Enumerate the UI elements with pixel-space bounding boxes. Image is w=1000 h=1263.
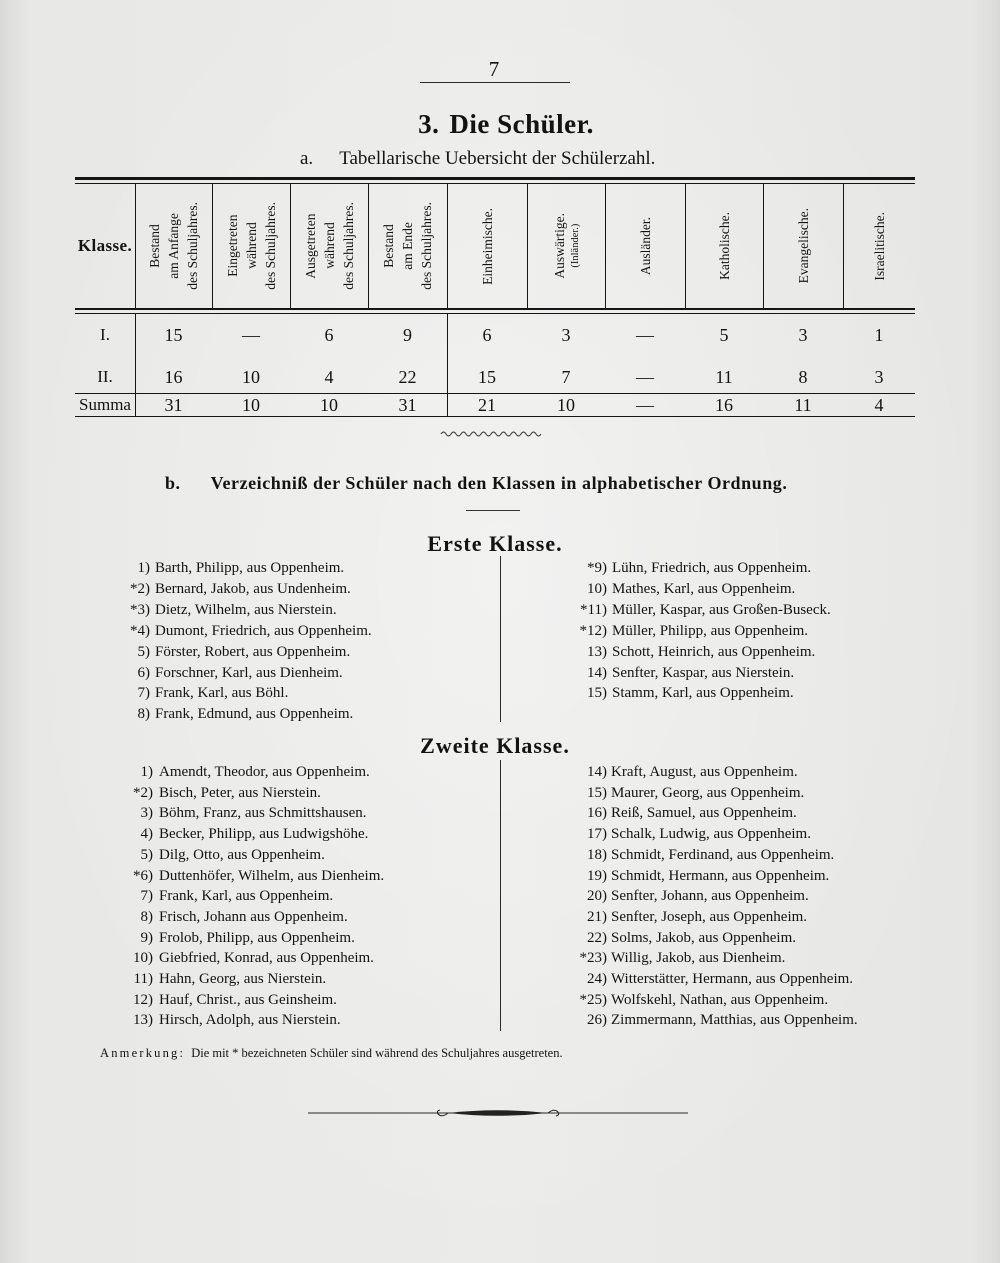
entry-number: 18) <box>587 847 607 863</box>
column-header-line: Israelitische. <box>871 211 887 281</box>
student-entry <box>547 600 907 620</box>
table-cell: 7 <box>561 367 571 387</box>
entry-text: Duttenhöfer, Wilhelm, aus Dienheim. <box>159 868 385 884</box>
table-cell: 8 <box>798 367 808 387</box>
entry-text: Schmidt, Ferdinand, aus Oppenheim. <box>611 847 835 863</box>
student-entry <box>547 621 907 641</box>
table-cell: 11 <box>715 367 733 387</box>
entry-number: 15) <box>587 785 607 801</box>
list-column-divider <box>500 760 501 1031</box>
list-heading-label: b. <box>165 473 181 493</box>
table-cell: 9 <box>403 325 412 345</box>
student-entry <box>547 579 907 599</box>
entry-text: Müller, Kaspar, aus Großen-Buseck. <box>612 602 831 618</box>
table-cell: 21 <box>478 395 496 415</box>
student-entry <box>90 558 410 578</box>
entry-number: 1) <box>137 560 150 576</box>
table-cell: 3 <box>561 325 571 345</box>
table-cell: 1 <box>874 325 884 345</box>
entry-text: Willig, Jakob, aus Dienheim. <box>611 950 786 966</box>
table-cell: 31 <box>164 395 183 415</box>
section-number: 3. <box>418 109 440 139</box>
column-header-line: am Ende <box>400 222 415 270</box>
footnote-label: Anmerkung: <box>100 1046 186 1060</box>
column-header-text <box>223 202 280 290</box>
section-title <box>356 108 656 140</box>
column-header <box>368 183 447 309</box>
table-cell: 10 <box>242 367 260 387</box>
entry-number: *12) <box>579 623 607 639</box>
student-entry <box>547 969 907 989</box>
entry-number: *9) <box>587 560 607 576</box>
column-header-text <box>145 202 202 290</box>
student-entry <box>547 1010 907 1030</box>
student-entry <box>90 642 410 662</box>
table-cell: 31 <box>398 395 417 415</box>
entry-text: Schalk, Ludwig, aus Oppenheim. <box>611 826 811 842</box>
entry-text: Forschner, Karl, aus Dienheim. <box>155 665 343 681</box>
entry-text: Frank, Edmund, aus Oppenheim. <box>155 706 354 722</box>
entry-text: Wolfskehl, Nathan, aus Oppenheim. <box>611 992 829 1008</box>
student-entry <box>93 762 413 782</box>
table-cell: — <box>242 325 260 345</box>
page-number-rule <box>420 82 570 83</box>
entry-number: 4) <box>140 826 153 842</box>
entry-text: Stamm, Karl, aus Oppenheim. <box>612 685 794 701</box>
entry-number: 9) <box>140 930 153 946</box>
student-entry <box>547 783 907 803</box>
table-cell: 4 <box>324 367 334 387</box>
student-entry <box>93 886 413 906</box>
entry-number: 7) <box>140 888 153 904</box>
entry-text: Frolob, Philipp, aus Oppenheim. <box>159 930 355 946</box>
entry-text: Mathes, Karl, aus Oppenheim. <box>612 581 796 597</box>
class-heading: Erste Klasse. <box>427 531 563 556</box>
entry-text: Hahn, Georg, aus Nierstein. <box>159 971 327 987</box>
table-cell: 10 <box>557 395 575 415</box>
student-entry <box>93 866 413 886</box>
column-header-line: des Schuljahres. <box>419 202 434 290</box>
entry-text: Becker, Philipp, aus Ludwigshöhe. <box>159 826 369 842</box>
table-cell: 6 <box>482 325 492 345</box>
column-header-line: des Schuljahres. <box>340 202 356 290</box>
column-header-line: während <box>243 222 259 270</box>
table-cell: 4 <box>874 395 884 415</box>
entry-number: 1) <box>140 764 153 780</box>
column-header <box>763 183 843 309</box>
student-entry <box>547 948 907 968</box>
entry-number: 21) <box>587 909 607 925</box>
entry-number: *2) <box>130 581 150 597</box>
entry-text: Müller, Philipp, aus Oppenheim. <box>612 623 809 639</box>
column-header <box>212 183 290 309</box>
entry-text: Amendt, Theodor, aus Oppenheim. <box>159 764 370 780</box>
table-cell: — <box>636 367 654 387</box>
entry-number: 5) <box>137 644 150 660</box>
entry-text: Schmidt, Hermann, aus Oppenheim. <box>611 868 830 884</box>
column-header-text <box>301 202 358 290</box>
column-header-line: Ausgetreten <box>302 213 318 279</box>
student-entry <box>93 928 413 948</box>
column-header-text <box>550 213 583 279</box>
table-cell: 15 <box>478 367 496 387</box>
row-label: Summa <box>79 395 131 414</box>
entry-number: *6) <box>133 868 153 884</box>
column-header-line: (Inländer.) <box>569 223 581 269</box>
student-entry <box>93 907 413 927</box>
entry-text: Maurer, Georg, aus Oppenheim. <box>611 785 805 801</box>
entry-number: 5) <box>140 847 153 863</box>
section-title-text: Die Schüler. <box>449 109 594 139</box>
student-entry <box>547 824 907 844</box>
column-header-line: des Schuljahres. <box>262 202 278 290</box>
student-entry <box>547 907 907 927</box>
table-heading-text: Tabellarische Uebersicht der Schülerzahl. <box>339 148 656 169</box>
list-heading <box>165 471 787 495</box>
entry-text: Dilg, Otto, aus Oppenheim. <box>159 847 325 863</box>
entry-number: 22) <box>587 930 607 946</box>
column-header-text <box>870 212 889 281</box>
student-entry <box>90 683 410 703</box>
entry-number: 15) <box>587 685 607 701</box>
entry-number: *4) <box>130 623 150 639</box>
entry-text: Dumont, Friedrich, aus Oppenheim. <box>155 623 372 639</box>
decorative-end-rule <box>308 1103 688 1123</box>
student-entry <box>90 704 410 724</box>
student-entry <box>93 845 413 865</box>
entry-number: *2) <box>133 785 153 801</box>
page-number: 7 <box>488 57 500 81</box>
entry-text: Bisch, Peter, aus Nierstein. <box>159 785 321 801</box>
table-rule-top-thick <box>75 177 915 180</box>
column-header <box>527 183 605 309</box>
table-cell: 5 <box>719 325 729 345</box>
table-rule-header-thin <box>75 313 915 314</box>
entry-text: Reiß, Samuel, aus Oppenheim. <box>611 805 797 821</box>
column-header <box>685 183 763 309</box>
column-header-text <box>379 202 436 290</box>
class-heading: Zweite Klasse. <box>420 733 570 758</box>
table-cell: 11 <box>794 395 812 415</box>
student-entry <box>547 845 907 865</box>
table-cell: 16 <box>715 395 733 415</box>
entry-text: Witterstätter, Hermann, aus Oppenheim. <box>611 971 854 987</box>
table-cell: 22 <box>398 367 417 387</box>
entry-text: Förster, Robert, aus Oppenheim. <box>155 644 351 660</box>
column-header-line: Bestand <box>381 224 396 268</box>
student-entry <box>547 803 907 823</box>
entry-text: Kraft, August, aus Oppenheim. <box>611 764 798 780</box>
entry-number: *25) <box>579 992 607 1008</box>
entry-text: Senfter, Joseph, aus Oppenheim. <box>611 909 808 925</box>
column-header <box>605 183 685 309</box>
entry-number: 14) <box>587 665 607 681</box>
entry-text: Senfter, Kaspar, aus Nierstein. <box>612 665 795 681</box>
student-entry <box>90 600 410 620</box>
wavy-ornament <box>440 429 546 439</box>
column-header-line: während <box>321 222 337 270</box>
column-header-line: Auswärtige. <box>551 213 567 279</box>
table-cell: 3 <box>798 325 808 345</box>
column-header-line: Bestand <box>147 224 162 268</box>
entry-number: 3) <box>140 805 153 821</box>
list-heading-text: Verzeichniß der Schüler nach den Klassen in alphabetischer Ordnung. <box>210 473 788 493</box>
student-entry <box>547 886 907 906</box>
entry-text: Lühn, Friedrich, aus Oppenheim. <box>612 560 812 576</box>
student-entry <box>93 969 413 989</box>
entry-number: 14) <box>587 764 607 780</box>
column-header-line: Ausländer. <box>637 216 653 276</box>
table-cell: 10 <box>242 395 260 415</box>
column-header-text <box>715 212 734 280</box>
entry-number: *23) <box>579 950 607 966</box>
student-entry <box>547 642 907 662</box>
short-divider <box>466 510 520 511</box>
entry-number: 6) <box>137 665 150 681</box>
entry-text: Barth, Philipp, aus Oppenheim. <box>155 560 345 576</box>
column-header <box>447 183 527 309</box>
entry-number: 11) <box>133 971 153 987</box>
column-header-line: Evangelische. <box>795 208 811 284</box>
student-entry <box>90 579 410 599</box>
entry-number: 8) <box>137 706 150 722</box>
student-entry <box>547 928 907 948</box>
entry-number: 13) <box>587 644 607 660</box>
entry-number: 16) <box>587 805 607 821</box>
entry-text: Hirsch, Adolph, aus Nierstein. <box>159 1012 341 1028</box>
row-label: II. <box>97 367 113 386</box>
entry-text: Dietz, Wilhelm, aus Nierstein. <box>155 602 337 618</box>
student-entry <box>547 683 907 703</box>
student-entry <box>547 990 907 1010</box>
entry-text: Bernard, Jakob, aus Undenheim. <box>155 581 351 597</box>
table-cell: 3 <box>874 367 884 387</box>
table-heading <box>300 147 655 171</box>
entry-text: Hauf, Christ., aus Geinsheim. <box>159 992 337 1008</box>
entry-text: Frisch, Johann aus Oppenheim. <box>159 909 348 925</box>
student-entry <box>93 1010 413 1030</box>
student-entry <box>93 948 413 968</box>
column-header-line: Eingetreten <box>224 214 240 278</box>
entry-text: Frank, Karl, aus Böhl. <box>155 685 289 701</box>
entry-number: 10) <box>587 581 607 597</box>
entry-number: 26) <box>587 1012 607 1028</box>
entry-text: Senfter, Johann, aus Oppenheim. <box>611 888 809 904</box>
student-entry <box>90 663 410 683</box>
row-label: I. <box>100 325 110 344</box>
footnote <box>100 1045 563 1061</box>
entry-text: Schott, Heinrich, aus Oppenheim. <box>612 644 816 660</box>
table-heading-label: a. <box>300 148 314 169</box>
student-entry <box>93 803 413 823</box>
table-cell: 15 <box>164 325 183 345</box>
entry-text: Böhm, Franz, aus Schmittshausen. <box>159 805 367 821</box>
student-entry <box>547 558 907 578</box>
column-header-text <box>794 208 813 283</box>
table-cell: — <box>636 325 654 345</box>
table-cell: 6 <box>324 325 334 345</box>
entry-text: Giebfried, Konrad, aus Oppenheim. <box>159 950 374 966</box>
entry-number: 10) <box>133 950 153 966</box>
footnote-text: Die mit * bezeichneten Schüler sind während des Schuljahres ausgetreten. <box>191 1046 563 1060</box>
student-entry <box>93 824 413 844</box>
entry-number: 13) <box>133 1012 153 1028</box>
entry-number: 7) <box>137 685 150 701</box>
entry-number: 17) <box>587 826 607 842</box>
column-header <box>290 183 368 309</box>
student-entry <box>547 663 907 683</box>
entry-text: Zimmermann, Matthias, aus Oppenheim. <box>611 1012 858 1028</box>
entry-number: 24) <box>587 971 607 987</box>
column-header-text <box>636 217 655 275</box>
student-entry <box>93 990 413 1010</box>
student-entry <box>547 866 907 886</box>
entry-number: 8) <box>140 909 153 925</box>
column-header <box>135 183 212 309</box>
entry-number: *11) <box>580 602 607 618</box>
column-header-line: Katholische. <box>716 212 732 280</box>
entry-number: 20) <box>587 888 607 904</box>
student-entry <box>547 762 907 782</box>
column-header-line: Einheimische. <box>479 207 495 285</box>
column-header <box>843 183 915 309</box>
student-entry <box>93 783 413 803</box>
entry-number: *3) <box>130 602 150 618</box>
column-header-text <box>478 208 497 285</box>
entry-number: 12) <box>133 992 153 1008</box>
table-cell: — <box>636 395 654 415</box>
entry-text: Frank, Karl, aus Oppenheim. <box>159 888 334 904</box>
entry-number: 19) <box>587 868 607 884</box>
table-cell: 16 <box>164 367 183 387</box>
student-entry <box>90 621 410 641</box>
table-cell: 10 <box>320 395 338 415</box>
list-column-divider <box>500 556 501 722</box>
class-column-header: Klasse. <box>77 236 133 255</box>
column-header-line: am Anfange <box>166 213 181 279</box>
entry-text: Solms, Jakob, aus Oppenheim. <box>611 930 796 946</box>
column-header-line: des Schuljahres. <box>185 202 200 290</box>
